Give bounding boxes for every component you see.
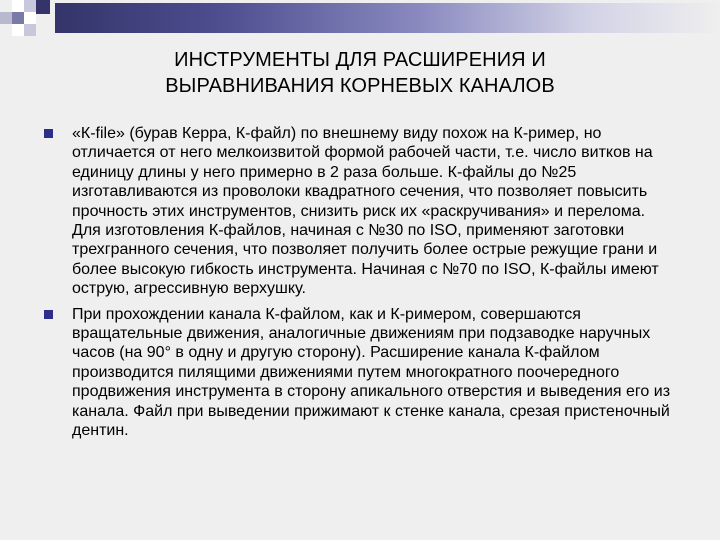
deco-square (24, 0, 36, 12)
list-item (42, 305, 672, 441)
header-decoration (0, 0, 720, 40)
bullet-text: «К-file» (бурав Керра, К-файл) по внешнему виду похож на К-ример, но отличается от него мелкоизвитой формой рабочей части, т.е. число витков на единицу длины у него примерно в 2 раза больше. К-файлы до №25 изготавливаются из проволоки квадратного сечения, что позволяет повысить прочность этих инструментов, снизить риск их «раскручивания» и перелома. Для изготовления К-файлов, начиная с №30 по ISO, применяют заготовки трехгранного сечения, что позволяет получить более острые режущие грани и более высокую гибкость инструмента. Начиная с №70 по ISO, К-файлы имеют острую, агрессивную верхушку. (72, 125, 659, 298)
slide-title-line-1: ИНСТРУМЕНТЫ ДЛЯ РАСШИРЕНИЯ И (174, 49, 546, 71)
deco-square (12, 12, 24, 24)
deco-square (0, 12, 12, 24)
deco-square (12, 0, 24, 12)
slide-title-line-2: ВЫРАВНИВАНИЯ КОРНЕВЫХ КАНАЛОВ (165, 75, 555, 97)
square-bullet-icon (44, 310, 53, 319)
bullet-text: При прохождении канала К-файлом, как и К-римером, совершаются вращательные движения, аналогичные движениям при подзаводке наручных часов (на 90° в одну и другую сторону). Расширение канала К-файлом производится пилящими движениями путем многократного поочередного продвижения инструмента в сторону апикального отверстия и выведения его из канала. Файл при выведении прижимают к стенке канала, срезая пристеночный дентин. (72, 305, 671, 440)
deco-square (24, 24, 36, 36)
bullet-list (42, 124, 672, 447)
deco-square (24, 12, 36, 24)
list-item (42, 124, 672, 299)
slide-title (80, 47, 640, 99)
deco-square (36, 0, 50, 14)
header-gradient-band (55, 3, 720, 33)
square-bullet-icon (44, 129, 53, 138)
deco-square (12, 24, 24, 36)
